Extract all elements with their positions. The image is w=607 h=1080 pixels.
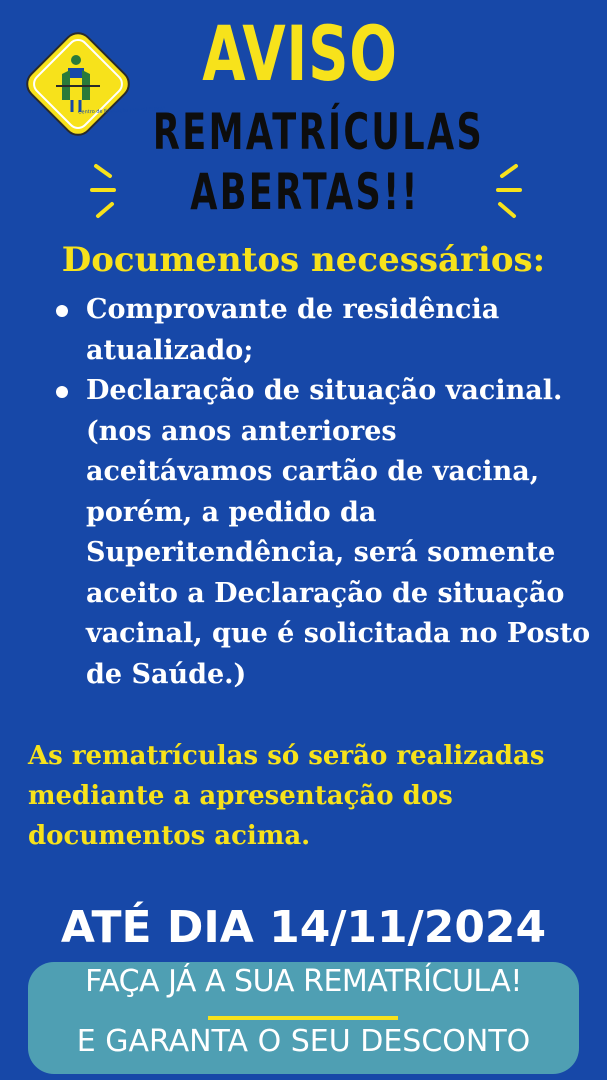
subtitle-line-2: ABERTAS!! [190, 163, 420, 221]
requirement-note: As rematrículas só serão realizadas mediante a apresentação dos documentos acima. [28, 741, 545, 851]
bullet-icon [56, 305, 68, 317]
cta-divider [208, 1016, 398, 1020]
cta-line-2: E GARANTA O SEU DESCONTO [76, 1024, 531, 1059]
right-sparkle-icon [484, 160, 524, 224]
left-sparkle-icon [88, 160, 128, 224]
list-item [52, 290, 592, 371]
list-item [52, 371, 592, 695]
school-logo [18, 24, 166, 144]
document-item-text: Declaração de situação vacinal. (nos anos anteriores aceitávamos cartão de vacina, porém, a pedido da Superitendência, será somente aceito a Declaração de situação vacinal, que é solicitada no Posto de Saúde.) [86, 375, 591, 690]
notice-title: AVISO [202, 9, 398, 98]
cta-line-1: FAÇA JÁ A SUA REMATRÍCULA! [85, 964, 522, 999]
cta-banner [28, 962, 579, 1074]
bullet-icon [56, 386, 68, 398]
document-item-text: Comprovante de residência atualizado; [86, 294, 500, 366]
documents-heading: Documentos necessários: [61, 240, 546, 280]
documents-list [52, 290, 592, 695]
logo-text: Centro de Educação Infantil "LIMA" [77, 106, 166, 116]
subtitle-line-1: REMATRÍCULAS [152, 103, 485, 161]
deadline-text: ATÉ DIA 14/11/2024 [60, 902, 547, 953]
